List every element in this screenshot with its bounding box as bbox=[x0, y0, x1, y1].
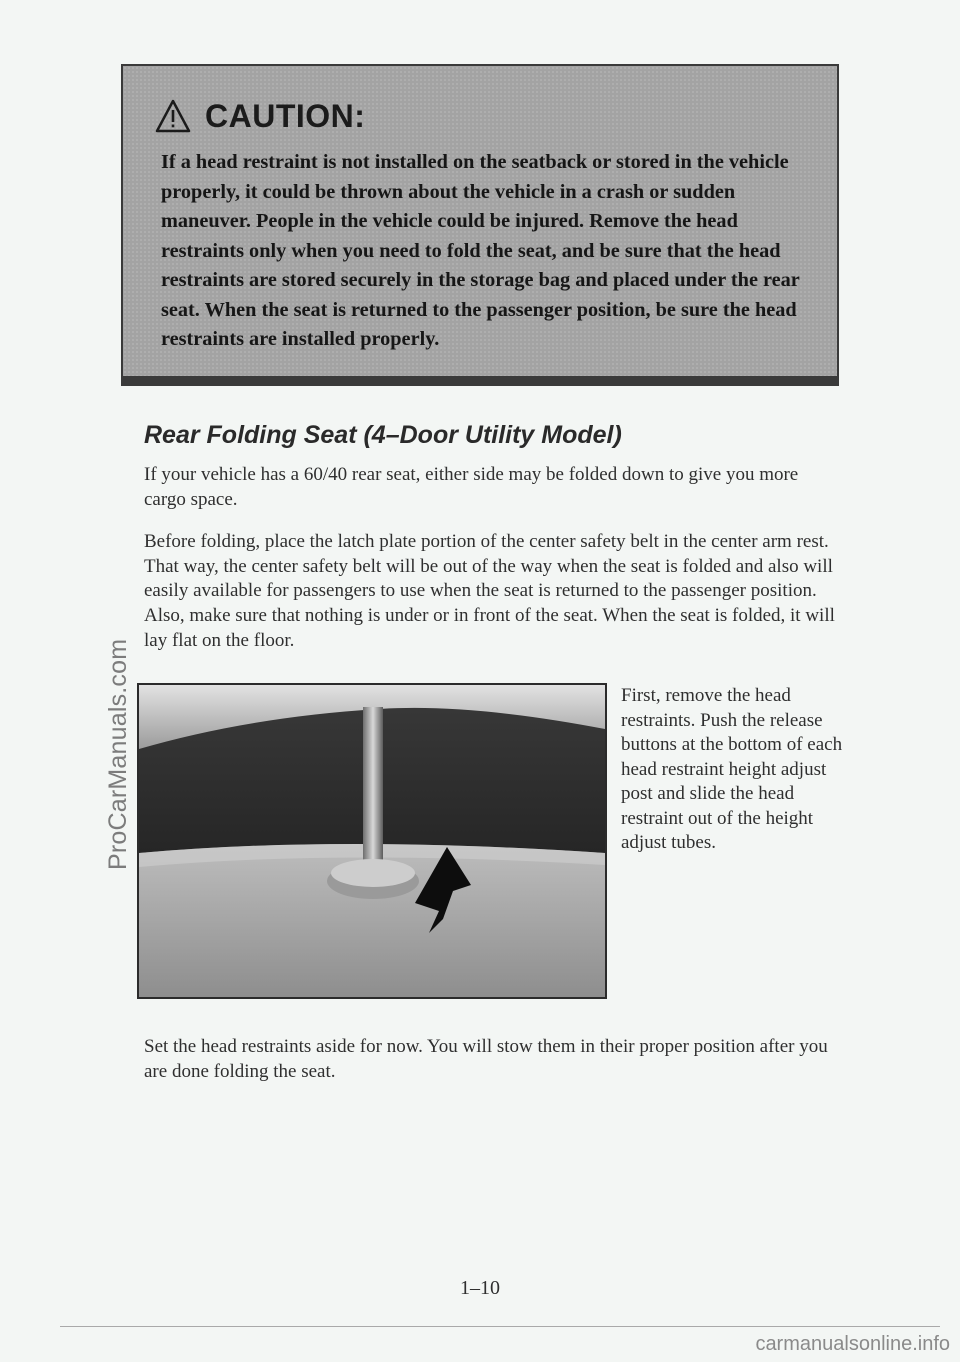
caution-title: CAUTION: bbox=[205, 97, 366, 134]
watermark-text: ProCarManuals.com bbox=[104, 638, 132, 870]
folding-instructions-paragraph: Before folding, place the latch plate portion of the center safety belt in the center arm rest. That way, the center safety belt will be out of the way when the seat is folded and also will easily available for passengers to use when the seat is returned to the passenger position. Also, make sure that nothing is under or in front of the seat. When the seat is folded, it will lay flat on the floor. bbox=[144, 531, 835, 651]
caution-text: If a head restraint is not installed on the seatback or stored in the vehicle properly, it could be thrown about the vehicle in a crash or sudden maneuver. People in the vehicle could be injured. Remove the head restraints only when you need to fold the seat, and be sure that the head restraints are stored securely in the storage bag and placed under the rear seat. When the seat is returned to the passenger position, be sure the head restraints are installed properly. bbox=[161, 151, 800, 350]
head-restraint-photo bbox=[137, 683, 607, 999]
footer-domain: carmanualsonline.info bbox=[755, 1333, 950, 1355]
intro-paragraph: If your vehicle has a 60/40 rear seat, either side may be folded down to give you more cargo space. bbox=[144, 464, 799, 510]
footer-divider bbox=[60, 1326, 940, 1327]
stow-note-paragraph: Set the head restraints aside for now. You will stow them in their proper position after you are done folding the seat. bbox=[144, 1036, 828, 1082]
section-title: Rear Folding Seat (4–Door Utility Model) bbox=[144, 421, 622, 449]
caution-box bbox=[121, 64, 839, 386]
warning-triangle-icon bbox=[155, 99, 191, 133]
photo-caption: First, remove the head restraints. Push the release buttons at the bottom of each head restraint height adjust post and slide the head restraint out of the height adjust tubes. bbox=[621, 685, 843, 853]
caution-header bbox=[155, 92, 817, 140]
page-number: 1–10 bbox=[460, 1277, 500, 1299]
